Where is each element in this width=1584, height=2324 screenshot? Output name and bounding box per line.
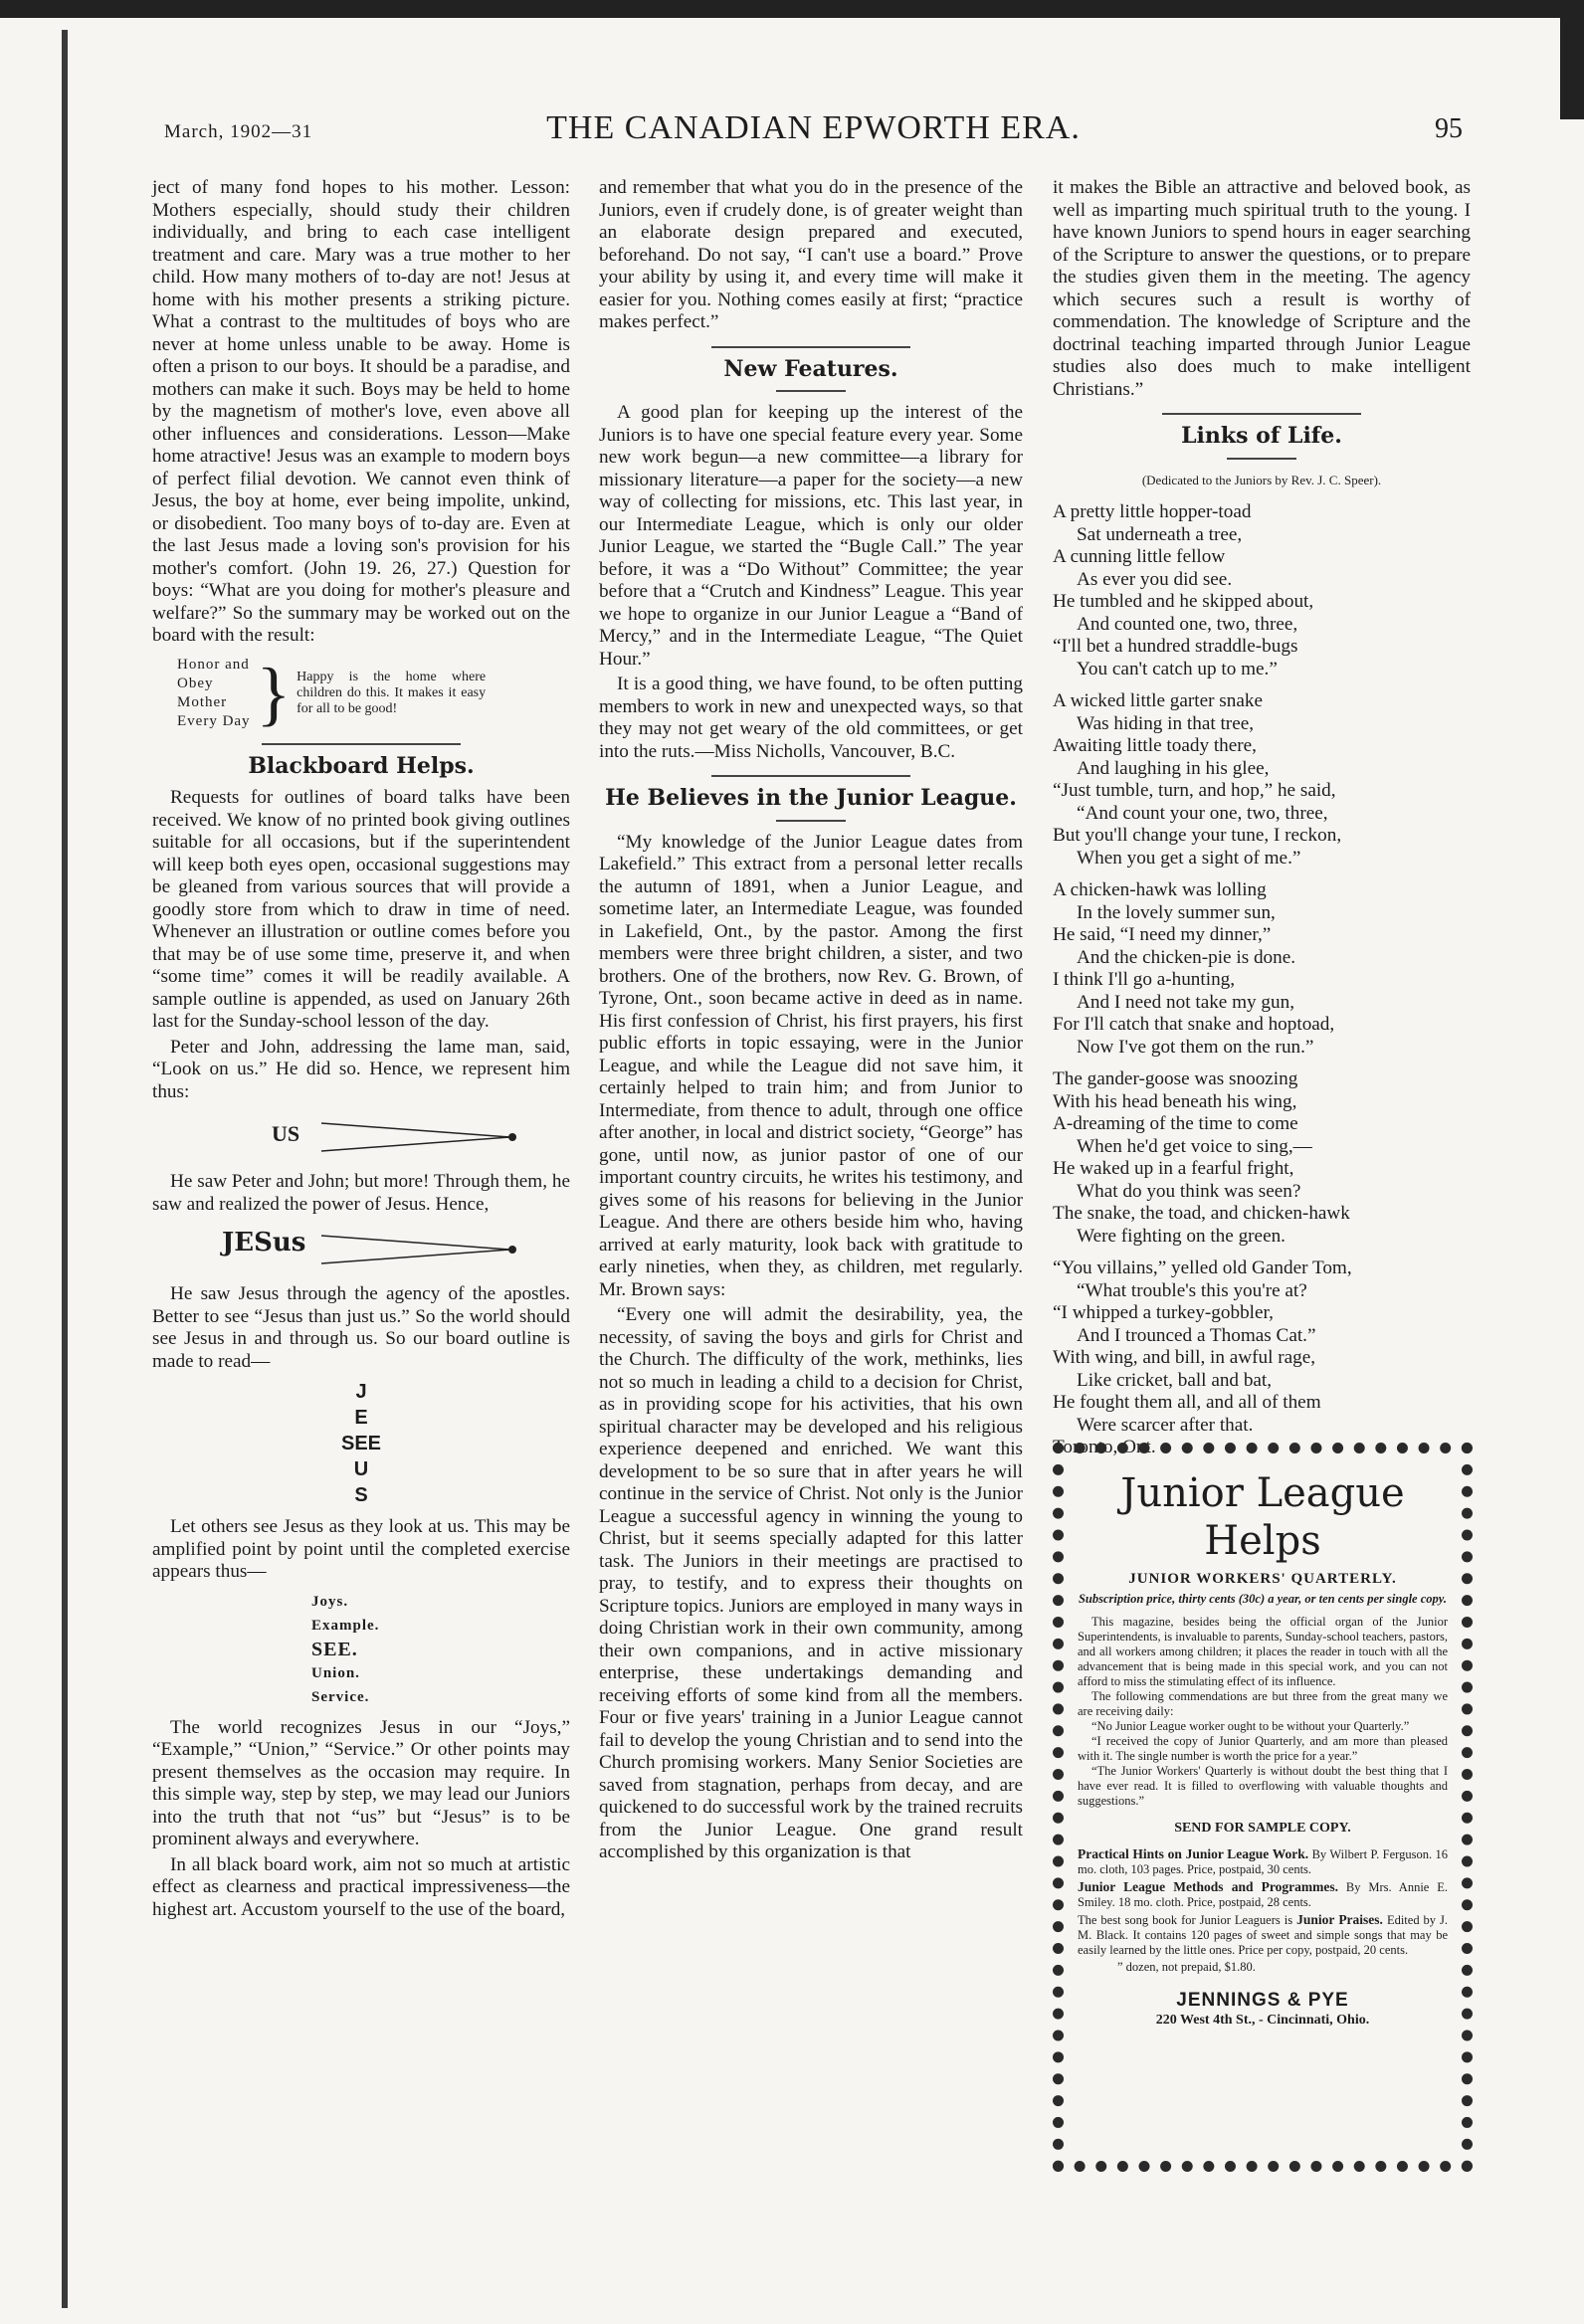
us-diagram bbox=[152, 1113, 570, 1161]
poem-stanza bbox=[1053, 879, 1471, 1059]
ad-paragraph: The following commendations are but three from the great many we are receiving daily: bbox=[1078, 1689, 1448, 1718]
section-heading: He Believes in the Junior League. bbox=[605, 785, 1017, 811]
converging-lines-graphic bbox=[152, 1113, 570, 1161]
scan-corner-edge bbox=[1560, 0, 1584, 119]
joys-list bbox=[311, 1590, 570, 1709]
poem-line: Now I've got them on the run.” bbox=[1077, 1036, 1314, 1058]
divider bbox=[776, 390, 846, 392]
poem-line: He said, “I need my dinner,” bbox=[1053, 924, 1272, 945]
paragraph: “Every one will admit the desirability, yea, the necessity, of saving the boys and girls for Christ and the Church. The difficulty of the work, methinks, lies not so much in leading a child to a decision for Christ, as in providing scope for his activities, that his own spiritual character may be developed and his religious experience deepened and enriched. We want this development to be so sure that in after years he will continue in the service of Christ. Not only is the Junior League a successful agency in winning the young to Christ, but it seems specially adapted for this latter task. The Juniors in their meetings are practised to pray, to testify, and to express their thoughts on Scripture topics. Juniors are employed in many ways in doing Christian work in their own community, among their own companions, and in active missionary enterprise, these undertakings demanding and receiving efforts of some kind from all the members. Four or five years' training in a Junior League cannot fail to develop the young Christian and to send into the Church promising workers. Many Senior Societies are saved from stagnation, perhaps from decay, and are quickened to do successful work by the trained recruits from the Junior League. One grand result accomplished by this organization is that bbox=[599, 1304, 1023, 1862]
poem-stanza bbox=[1053, 690, 1471, 870]
acrostic-line: Honor and bbox=[177, 656, 250, 673]
paragraph: It is a good thing, we have found, to be often putting members to work in new and unexpected ways, so that they may not get weary of the old committees, or get into the ruts.—Miss Nicholls, Vancouver, B.C. bbox=[599, 674, 1023, 762]
poem-line: What do you think was seen? bbox=[1077, 1180, 1301, 1202]
poem-line: You can't catch up to me.” bbox=[1077, 658, 1278, 679]
paragraph: it makes the Bible an attractive and beloved book, as well as imparting much spiritual truth to the young. I have known Juniors to spend hours in eager searching of the Scripture to answer the questions, or to prepare the studies given them in the meeting. The agency which secures such a result is worthy of commendation. The knowledge of Scripture and the doctrinal teaching imparted through Junior League studies also does much to make intelligent Christians.” bbox=[1053, 177, 1471, 400]
book-intro: The best song book for Junior Leaguers is bbox=[1078, 1913, 1293, 1927]
paragraph: “My knowledge of the Junior League dates from Lakefield.” This extract from a personal letter recalls the autumn of 1891, when a Junior League, and sometime later, an Intermediate League, was founded in Lakefield, Ont., by the pastor. Among the first members were three bright children, a sister, and two brothers. One of the brothers, now Rev. G. Brown, of Tyrone, Ont., soon became active in deed as in name. His first confession of Christ, his first prayers, his first public efforts in topic essaying, were in the Junior League, and while the League did not save him, it certainly helped to train him; and from Junior to Intermediate, from thence to adult, through one office after another, in local and district society, “George” has gone, until now, as junior pastor of one of our important country circuits, he writes his testimony, and gives some of his reasons for believing in the Junior League. And there are others beside him who, having arrived at early maturity, look back with gratitude to early nineties, when they, as children, met regularly. Mr. Brown says: bbox=[599, 831, 1023, 1300]
poem-stanza bbox=[1053, 1068, 1471, 1248]
page-number: 95 bbox=[1435, 113, 1463, 144]
poem-line: “What trouble's this you're at? bbox=[1077, 1279, 1307, 1301]
joys-item: Union. bbox=[311, 1664, 360, 1681]
acrostic-line: Obey bbox=[177, 675, 214, 691]
poem-line: “I whipped a turkey-gobbler, bbox=[1053, 1302, 1274, 1323]
paragraph: He saw Peter and John; but more! Through them, he saw and realized the power of Jesus. Hence, bbox=[152, 1171, 570, 1215]
section-heading: New Features. bbox=[723, 355, 898, 382]
section-heading: Blackboard Helps. bbox=[248, 752, 475, 779]
joys-item: Example. bbox=[311, 1617, 380, 1634]
junior-league-helps-ad bbox=[1053, 1443, 1473, 2172]
poem-line: Were fighting on the green. bbox=[1077, 1225, 1286, 1247]
acrostic-letter: U bbox=[353, 1458, 369, 1480]
divider bbox=[711, 775, 910, 777]
poem-stanza bbox=[1053, 1258, 1471, 1459]
poem-line: And I need not take my gun, bbox=[1077, 991, 1295, 1013]
page-header bbox=[164, 109, 1463, 165]
divider bbox=[711, 346, 910, 348]
divider bbox=[776, 820, 846, 822]
brace-glyph: } bbox=[256, 653, 292, 733]
poem-line: Were scarcer after that. bbox=[1077, 1414, 1254, 1436]
book-title: Junior League Methods and Programmes. bbox=[1078, 1879, 1338, 1894]
column-1 bbox=[152, 177, 570, 1921]
poem-line: “You villains,” yelled old Gander Tom, bbox=[1053, 1258, 1352, 1278]
us-label: US bbox=[272, 1121, 300, 1146]
column-3 bbox=[1053, 177, 1471, 1469]
acrostic-line: Every Day bbox=[177, 712, 251, 729]
publisher-name: JENNINGS & PYE bbox=[1176, 1990, 1349, 2011]
poem-line: Sat underneath a tree, bbox=[1077, 523, 1243, 545]
ad-title: Junior League Helps bbox=[1120, 1470, 1405, 1564]
poem-line: Toronto, Ont. bbox=[1053, 1437, 1156, 1457]
ad-paragraph: “I received the copy of Junior Quarterly, and am more than pleased with it. The single number is worth the price for a year.” bbox=[1078, 1734, 1448, 1763]
poem-line: A-dreaming of the time to come bbox=[1053, 1113, 1298, 1134]
acrostic-list bbox=[177, 656, 251, 731]
scan-top-edge bbox=[0, 0, 1584, 18]
poem-line: Was hiding in that tree, bbox=[1077, 712, 1255, 734]
jesus-acrostic bbox=[152, 1379, 570, 1508]
paragraph: In all black board work, aim not so much at artistic effect as clearness and practical impressiveness—the highest art. Accustom yourself to the use of the board, bbox=[152, 1853, 570, 1920]
ad-price-line: ” dozen, not prepaid, $1.80. bbox=[1117, 1960, 1256, 1974]
paragraph: Let others see Jesus as they look at us. This may be amplified point by point until the completed exercise appears thus— bbox=[152, 1516, 570, 1582]
publisher-address: 220 West 4th St., - Cincinnati, Ohio. bbox=[1155, 2013, 1370, 2028]
poem-line: And I trounced a Thomas Cat.” bbox=[1077, 1324, 1316, 1346]
poem-line: As ever you did see. bbox=[1077, 568, 1233, 590]
poem-line: He waked up in a fearful fright, bbox=[1053, 1158, 1294, 1179]
joys-item: Service. bbox=[311, 1688, 370, 1705]
poem-line: The gander-goose was snoozing bbox=[1053, 1068, 1298, 1089]
divider bbox=[1162, 413, 1361, 415]
poem-line: With wing, and bill, in awful rage, bbox=[1053, 1347, 1316, 1368]
poem-line: With his head beneath his wing, bbox=[1053, 1090, 1297, 1112]
converging-lines-graphic bbox=[152, 1226, 570, 1273]
book-details: By Wilbert P. Ferguson. 16 mo. cloth, 103 pages. Price, postpaid, 30 cents. bbox=[1078, 1847, 1449, 1876]
journal-title: THE CANADIAN EPWORTH ERA. bbox=[546, 109, 1081, 146]
book-details: By Mrs. Annie E. Smiley. 18 mo. cloth. Price, postpaid, 28 cents. bbox=[1078, 1880, 1449, 1909]
book-title: Practical Hints on Junior League Work. bbox=[1078, 1846, 1309, 1861]
poem-line: In the lovely summer sun, bbox=[1077, 901, 1276, 923]
poem-line: I think I'll go a-hunting, bbox=[1053, 969, 1236, 990]
book-title: Junior Praises. bbox=[1296, 1912, 1383, 1927]
poem-line: When you get a sight of me.” bbox=[1077, 847, 1301, 869]
poem-line: For I'll catch that snake and hoptoad, bbox=[1053, 1014, 1335, 1035]
column-2 bbox=[599, 177, 1023, 1864]
acrostic-letter: J bbox=[355, 1381, 367, 1403]
paragraph: ject of many fond hopes to his mother. Lesson: Mothers especially, should study their children individually, and bring to each case intelligent treatment and care. Mary was a true mother to her child. How many mothers of to-day are not! Jesus at home with his mother presents a striking picture. What a contrast to the multitudes of boys who are never at home unless unable to be away. Home is often a prison to our boys. It should be a paradise, and mothers can make it such. Boys may be held to home by the magnetism of mother's love, even above all other influences and considerations. Lesson—Make home atractive! Jesus was an example to modern boys of perfect filial devotion. We cannot even think of Jesus, the boy at home, ever being impolite, unkind, or disobedient. Too many boys of to-day are. Even at the last Jesus made a loving son's provision for his mother's comfort. (John 19. 26, 27.) Question for boys: “What are you doing for mother's pleasure and welfare?” So the summary may be worked out on the board with the result: bbox=[152, 177, 570, 646]
poem-line: He fought them all, and all of them bbox=[1053, 1392, 1321, 1413]
ad-paragraph: “No Junior League worker ought to be without your Quarterly.” bbox=[1091, 1719, 1410, 1733]
poem-line: “Just tumble, turn, and hop,” he said, bbox=[1053, 780, 1336, 801]
poem-line: He tumbled and he skipped about, bbox=[1053, 591, 1314, 612]
poem-line: “And count your one, two, three, bbox=[1077, 802, 1328, 824]
paragraph: Requests for outlines of board talks have been received. We know of no printed book giving outlines suitable for all occasions, but if the superintendent will keep both eyes open, occasional suggestions may be gleaned from various sources that will provide a goodly store from which to draw in time of need. Whenever an illustration or outline comes before you that may be of use some time, preserve it, and when “some time” comes it will be readily available. A sample outline is appended, as used on January 26th last for the Sunday-school lesson of the day. bbox=[152, 787, 570, 1032]
jesus-diagram bbox=[152, 1226, 570, 1273]
joys-item: SEE. bbox=[311, 1638, 358, 1660]
paragraph: The world recognizes Jesus in our “Joys,” “Example,” “Union,” “Service.” Or other points may present themselves as the occasion may require. In this simple way, step by step, we may lead our Juniors into the truth that not “us” but “Jesus” is to be prominent always and everywhere. bbox=[152, 1716, 570, 1849]
paragraph: and remember that what you do in the presence of the Juniors, even if crudely done, is of greater weight than an elaborate design prepared and executed, beforehand. Do not say, “I can't use a board.” Prove your ability by using it, and every time will make it easier for you. Nothing comes easily at first; “practice makes perfect.” bbox=[599, 177, 1023, 332]
acrostic-line: Mother bbox=[177, 693, 228, 710]
poem-line: And laughing in his glee, bbox=[1077, 757, 1270, 779]
issue-date: March, 1902—31 bbox=[164, 121, 313, 142]
poem-line: And the chicken-pie is done. bbox=[1077, 946, 1296, 968]
poem-line: A cunning little fellow bbox=[1053, 546, 1226, 567]
acrostic-letter: SEE bbox=[340, 1433, 382, 1454]
poem bbox=[1053, 501, 1471, 1459]
jesus-label: JESus bbox=[222, 1228, 306, 1258]
poem-line: A chicken-hawk was lolling bbox=[1053, 879, 1267, 900]
poem-line: Like cricket, ball and bat, bbox=[1077, 1369, 1273, 1391]
ad-book-item bbox=[1078, 1879, 1448, 1910]
poem-line: And counted one, two, three, bbox=[1077, 613, 1298, 635]
paragraph: Peter and John, addressing the lame man, said, “Look on us.” He did so. Hence, we represent him thus: bbox=[152, 1036, 570, 1102]
joys-item: Joys. bbox=[311, 1593, 349, 1610]
paragraph: He saw Jesus through the agency of the apostles. Better to see “Jesus than just us.” So the world should see Jesus in and through us. So our board outline is made to read— bbox=[152, 1283, 570, 1372]
ad-book-item bbox=[1078, 1846, 1448, 1877]
paragraph: A good plan for keeping up the interest of the Juniors is to have one special feature every year. Some new work begun—a new committee—a library for missionary literature—a paper for the society—a new way of collecting for missions, etc. This last year, in our Intermediate League, which is only our older Junior League, we started the “Bugle Call.” The year before, it was a “Do Without” Committee; the year before that a “Crutch and Kindness” League. This year we hope to organize in our Junior League a “Band of Mercy,” and in the Intermediate League, “The Quiet Hour.” bbox=[599, 402, 1023, 670]
ad-call-to-action: SEND FOR SAMPLE COPY. bbox=[1174, 1821, 1351, 1836]
poem-line: But you'll change your tune, I reckon, bbox=[1053, 825, 1342, 846]
ad-price: Subscription price, thirty cents (30c) a year, or ten cents per single copy. bbox=[1078, 1592, 1447, 1606]
book-details: Edited by J. M. Black. It contains 120 pages of sweet and simple songs that may be easily learned by the little ones. Price per copy, postpaid, 20 cents. bbox=[1078, 1913, 1449, 1957]
acrostic-letter: S bbox=[354, 1484, 368, 1506]
poem-line: A pretty little hopper-toad bbox=[1053, 501, 1252, 522]
poem-stanza bbox=[1053, 501, 1471, 680]
poem-line: A wicked little garter snake bbox=[1053, 690, 1263, 711]
ad-subtitle: JUNIOR WORKERS' QUARTERLY. bbox=[1128, 1571, 1397, 1587]
divider bbox=[262, 743, 461, 745]
poem-dedication: (Dedicated to the Juniors by Rev. J. C. Speer). bbox=[1141, 472, 1382, 487]
acrostic-letter: E bbox=[354, 1407, 368, 1429]
ad-paragraph: “The Junior Workers' Quarterly is without doubt the best thing that I have ever read. It is filled to overflowing with valuable thoughts and suggestions.” bbox=[1078, 1764, 1448, 1808]
summary-note: Happy is the home where children do this. It makes it easy for all to be good! bbox=[297, 669, 487, 716]
section-heading: Links of Life. bbox=[1181, 423, 1342, 449]
poem-line: When he'd get voice to sing,— bbox=[1077, 1135, 1312, 1157]
poem-line: The snake, the toad, and chicken-hawk bbox=[1053, 1203, 1350, 1224]
poem-line: Awaiting little toady there, bbox=[1053, 735, 1257, 756]
poem-line: “I'll bet a hundred straddle-bugs bbox=[1053, 636, 1298, 657]
ad-paragraph: This magazine, besides being the official organ of the Junior Superintendents, is invaluable to parents, Sunday-school teachers, pastors, and all workers among children; it places the reader in touch with all the advancement that is being made in this special work, and you can not afford to miss the stimulating effect of its influence. bbox=[1078, 1615, 1448, 1688]
binding-edge bbox=[62, 30, 68, 2308]
divider bbox=[1227, 458, 1296, 460]
ad-book-item bbox=[1078, 1912, 1448, 1958]
honor-obey-summary bbox=[177, 653, 570, 733]
